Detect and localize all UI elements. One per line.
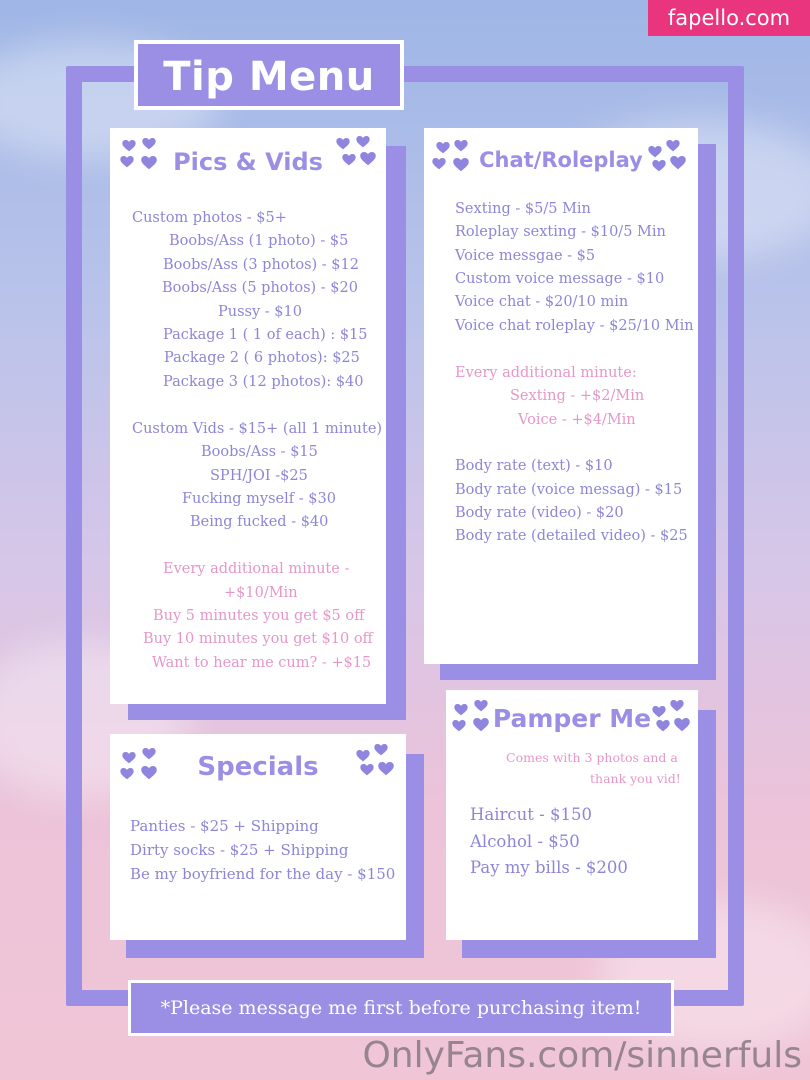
note-line: Buy 10 minutes you get $10 off — [143, 631, 373, 647]
menu-item: Dirty socks - $25 + Shipping — [130, 841, 349, 859]
chat-roleplay-card — [424, 128, 698, 664]
creator-watermark: OnlyFans.com/sinnerfuls — [362, 1035, 802, 1076]
hearts-icon — [646, 140, 690, 174]
menu-item: Panties - $25 + Shipping — [130, 817, 319, 835]
menu-item: Alcohol - $50 — [470, 832, 580, 851]
page-title: Tip Menu — [163, 54, 375, 100]
hearts-icon — [452, 700, 496, 734]
note-line: Comes with 3 photos and a — [506, 750, 678, 765]
note-line: thank you vid! — [590, 771, 681, 786]
menu-item: Pay my bills - $200 — [470, 858, 628, 877]
note-line: Sexting - +$2/Min — [510, 388, 645, 404]
menu-item: Fucking myself - $30 — [182, 491, 336, 507]
menu-item: Boobs/Ass (1 photo) - $5 — [169, 233, 349, 249]
pics-vids-card — [110, 128, 386, 704]
specials-card — [110, 734, 406, 940]
menu-item: Boobs/Ass (5 photos) - $20 — [162, 280, 358, 296]
menu-item: SPH/JOI -$25 — [210, 468, 308, 484]
hearts-icon — [334, 136, 378, 170]
note-line: Every additional minute - — [163, 561, 350, 577]
menu-item: Custom voice message - $10 — [455, 271, 665, 287]
menu-item: Sexting - $5/5 Min — [455, 201, 591, 217]
menu-item: Package 2 ( 6 photos): $25 — [164, 350, 360, 366]
specials-title: Specials — [197, 752, 319, 782]
menu-item: Pussy - $10 — [218, 304, 302, 320]
menu-item: Roleplay sexting - $10/5 Min — [455, 224, 666, 240]
note-line: Every additional minute: — [455, 365, 637, 381]
pamper-me-title: Pamper Me — [492, 704, 652, 733]
menu-item: Be my boyfriend for the day - $150 — [130, 865, 396, 883]
site-watermark: fapello.com — [648, 0, 810, 36]
hearts-icon — [650, 700, 694, 734]
note-line: Want to hear me cum? - +$15 — [152, 655, 372, 671]
menu-item: Haircut - $150 — [470, 805, 592, 824]
hearts-icon — [354, 744, 398, 778]
menu-item: Boobs/Ass - $15 — [201, 444, 318, 460]
menu-item: Voice chat - $20/10 min — [455, 294, 629, 310]
menu-item: Body rate (video) - $20 — [455, 505, 624, 521]
pics-vids-title: Pics & Vids — [173, 148, 323, 176]
menu-item: Body rate (detailed video) - $25 — [455, 528, 688, 544]
menu-item: Being fucked - $40 — [190, 514, 329, 530]
note-line: +$10/Min — [224, 585, 298, 601]
menu-item: Custom photos - $5+ — [132, 210, 287, 226]
hearts-icon — [120, 138, 164, 172]
menu-item: Custom Vids - $15+ (all 1 minute) — [132, 421, 383, 437]
menu-item: Body rate (voice messag) - $15 — [455, 482, 683, 498]
note-line: Buy 5 minutes you get $5 off — [153, 608, 365, 624]
menu-item: Boobs/Ass (3 photos) - $12 — [163, 257, 359, 273]
hearts-icon — [432, 140, 476, 174]
footer-note: *Please message me first before purchasing item! — [128, 980, 674, 1036]
menu-item: Body rate (text) - $10 — [455, 458, 613, 474]
hearts-icon — [120, 748, 164, 782]
menu-item: Voice chat roleplay - $25/10 Min — [455, 318, 694, 334]
note-line: Voice - +$4/Min — [518, 412, 636, 428]
pamper-me-card — [446, 690, 698, 940]
menu-item: Package 3 (12 photos): $40 — [163, 374, 364, 390]
menu-item: Voice messgae - $5 — [455, 248, 596, 264]
menu-item: Package 1 ( 1 of each) : $15 — [163, 327, 368, 343]
chat-roleplay-title: Chat/Roleplay — [479, 148, 643, 172]
title-banner — [134, 40, 404, 110]
